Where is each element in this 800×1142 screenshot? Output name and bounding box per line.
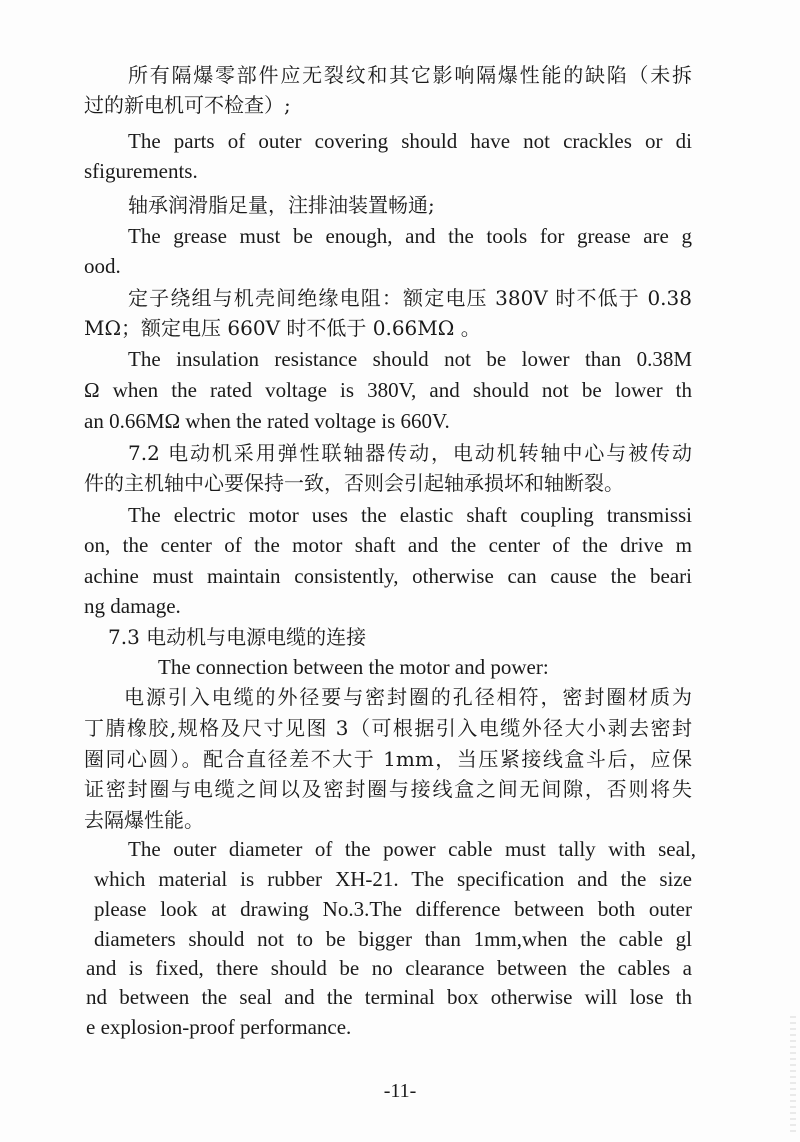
text-line: The electric motor uses the elastic shaft coupling transmissi [128, 503, 692, 527]
text-line: 电源引入电缆的外径要与密封圈的孔径相符，密封圈材质为 [124, 685, 692, 709]
scan-edge-artifact [790, 1016, 796, 1136]
text-line: ng damage. [84, 594, 181, 618]
text-line: ood. [84, 254, 121, 278]
text-line: 去隔爆性能。 [84, 808, 204, 832]
text-line: The insulation resistance should not be lower than 0.38M [128, 347, 692, 371]
text-line: 定子绕组与机壳间绝缘电阻：额定电压 380V 时不低于 0.38 [128, 286, 692, 310]
text-line: 圈同心圆）。配合直径差不大于 1mm，当压紧接线盒斗后，应保 [84, 747, 692, 771]
text-line: 所有隔爆零部件应无裂纹和其它影响隔爆性能的缺陷（未拆 [128, 63, 692, 87]
text-line: diameters should not to be bigger than 1mm,when the cable gl [94, 927, 692, 951]
text-line: MΩ；额定电压 660V 时不低于 0.66MΩ 。 [84, 316, 481, 340]
text-line: which material is rubber XH-21. The specification and the size [94, 867, 692, 891]
page-number: -11- [383, 1080, 417, 1102]
text-line: nd between the seal and the terminal box otherwise will lose th [86, 985, 692, 1009]
section-heading-en: The connection between the motor and power: [158, 655, 549, 679]
text-line: 件的主机轴中心要保持一致，否则会引起轴承损坏和轴断裂。 [84, 471, 624, 495]
text-line: 证密封圈与电缆之间以及密封圈与接线盒之间无间隙，否则将失 [84, 777, 692, 801]
text-line: achine must maintain consistently, otherwise can cause the beari [84, 564, 692, 588]
text-line: 轴承润滑脂足量，注排油装置畅通; [128, 193, 435, 217]
text-line: sfigurements. [84, 159, 198, 183]
text-line: on, the center of the motor shaft and the center of the drive m [84, 533, 692, 557]
text-line: 丁腈橡胶,规格及尺寸见图 3（可根据引入电缆外径大小剥去密封 [84, 716, 692, 740]
text-line: please look at drawing No.3.The difference between both outer [94, 897, 692, 921]
text-line: 7.2 电动机采用弹性联轴器传动，电动机转轴中心与被传动 [128, 441, 692, 465]
text-line: e explosion-proof performance. [86, 1015, 352, 1039]
text-line: The grease must be enough, and the tools for grease are g [128, 224, 692, 248]
text-line: and is fixed, there should be no clearance between the cables a [86, 956, 692, 980]
text-line: The outer diameter of the power cable must tally with seal, [128, 837, 696, 861]
section-heading: 7.3 电动机与电源电缆的连接 [108, 625, 367, 649]
text-line: 过的新电机可不检查）; [84, 93, 291, 117]
text-line: Ω when the rated voltage is 380V, and should not be lower th [84, 378, 692, 402]
text-line: The parts of outer covering should have not crackles or di [128, 129, 692, 153]
text-line: an 0.66MΩ when the rated voltage is 660V. [84, 409, 450, 433]
